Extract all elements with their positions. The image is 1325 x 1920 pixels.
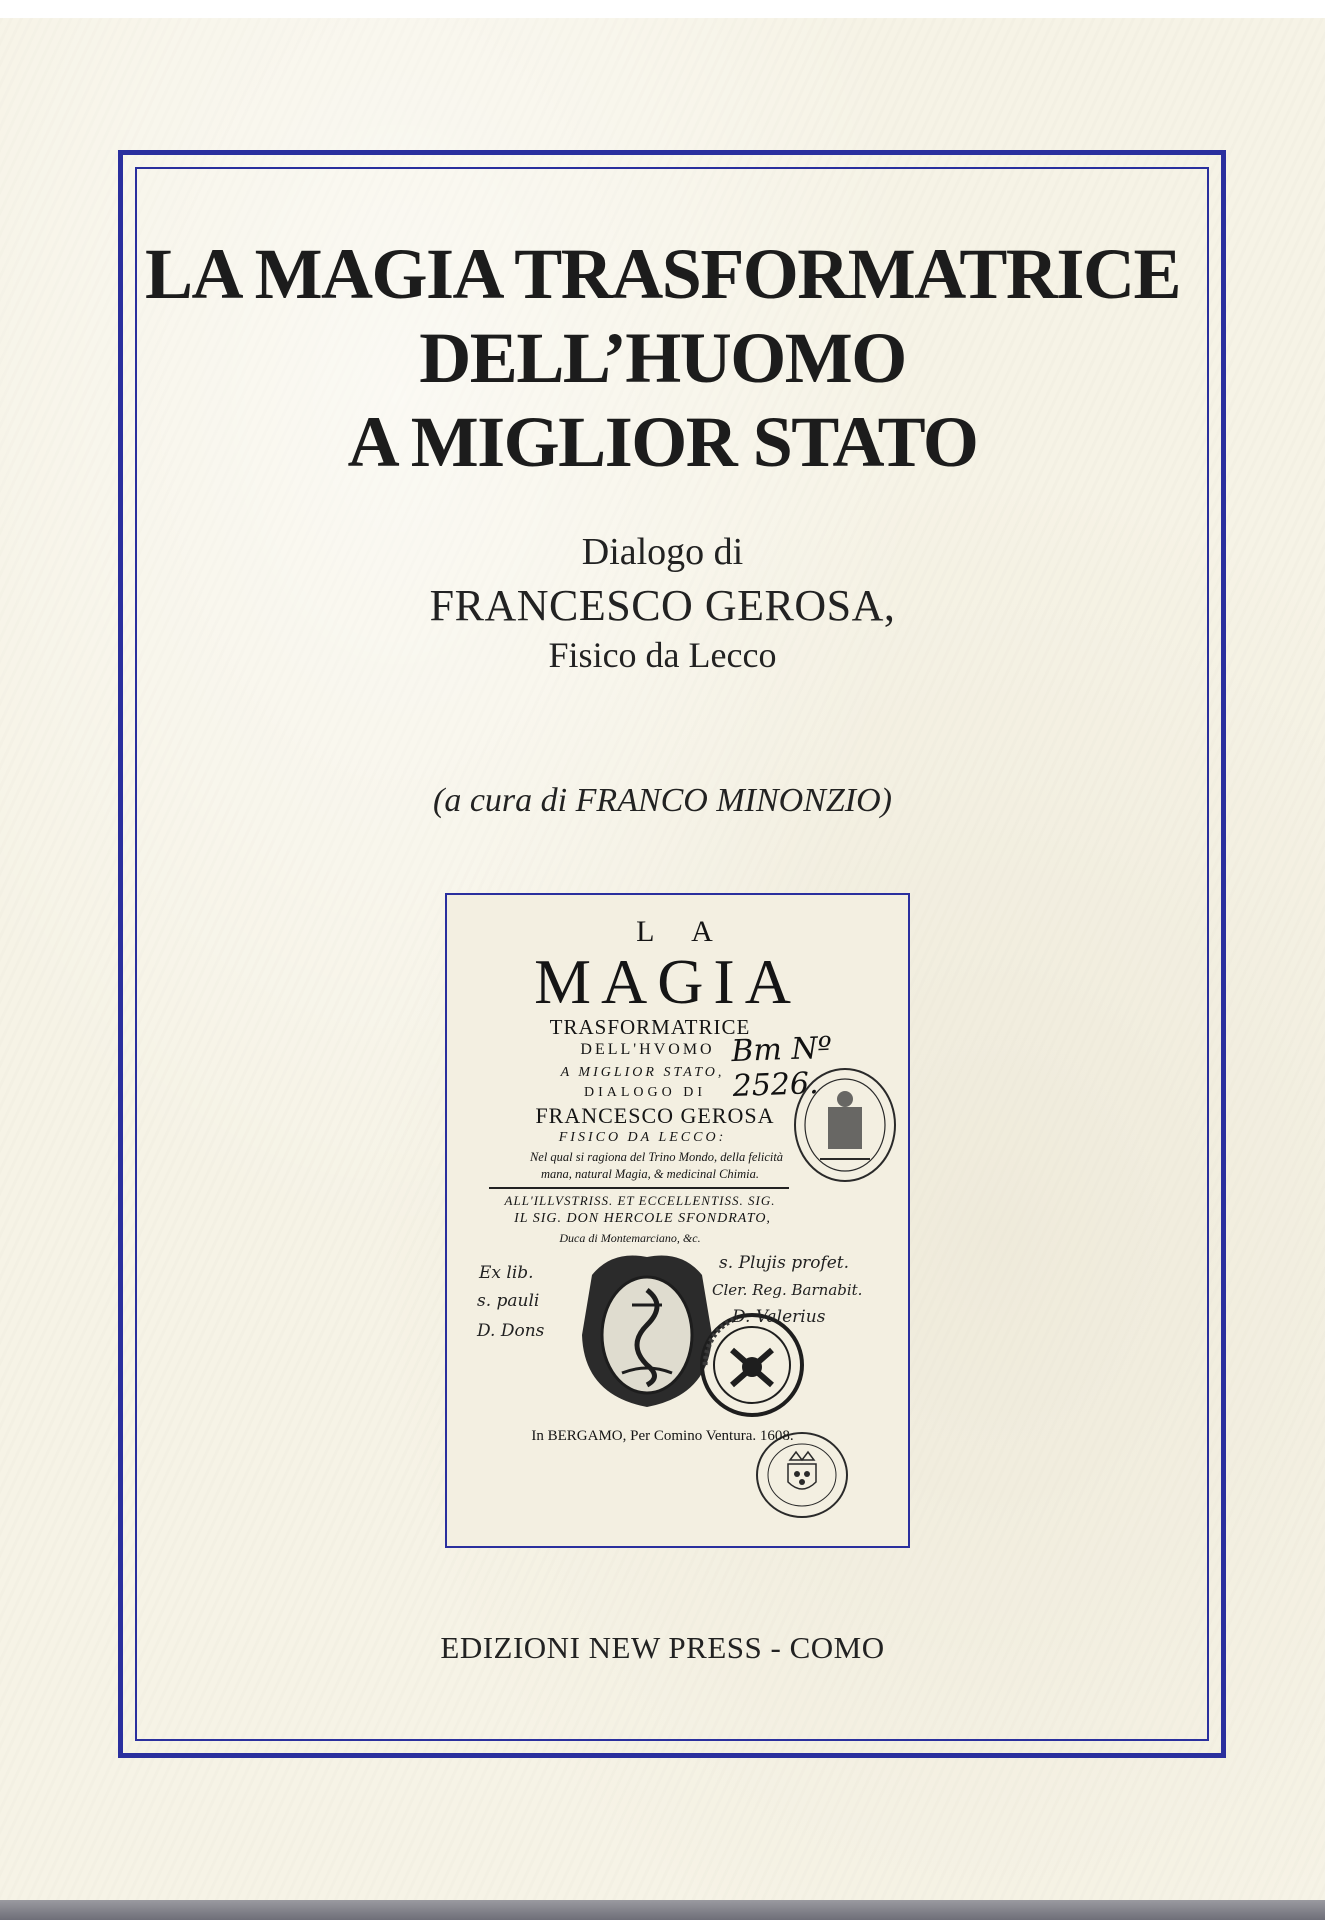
plate-line-author: FRANCESCO GEROSA — [535, 1103, 775, 1128]
author-name: FRANCESCO GEROSA, — [429, 581, 896, 630]
handwriting-5: Cler. Reg. Barnabit. — [712, 1281, 863, 1299]
handwriting-4: s. Plujis profet. — [719, 1253, 850, 1273]
editor-credit: (a cura di FRANCO MINONZIO) — [433, 782, 892, 819]
publisher: EDIZIONI NEW PRESS - COMO — [440, 1630, 885, 1665]
plate-line-magia: MAGIA — [534, 946, 801, 1017]
handwriting-3: D. Dons — [477, 1321, 545, 1341]
handwriting-6: D. Valerius — [732, 1307, 826, 1327]
handwriting-2: s. pauli — [477, 1291, 540, 1311]
plate-line-dedication-2: IL SIG. DON HERCOLE SFONDRATO, — [514, 1211, 771, 1226]
plate-imprint: In BERGAMO, Per Comino Ventura. 1608. — [531, 1428, 794, 1444]
plate-line-fisico: FISICO DA LECCO: — [558, 1130, 727, 1145]
title-line-3: A MIGLIOR STATO — [347, 402, 978, 482]
handwriting-1: Ex lib. — [479, 1263, 534, 1283]
subtitle: Dialogo di — [581, 531, 744, 573]
plate-line-dedication-3: Duca di Montemarciano, &c. — [559, 1231, 701, 1245]
library-stamp-icon — [790, 1063, 900, 1187]
plate-line-la: L A — [636, 915, 729, 948]
scan-edge — [0, 1900, 1325, 1920]
plate-line-dedication-1: ALL'ILLVSTRISS. ET ECCELLENTISS. SIG. — [504, 1193, 776, 1208]
title-line-1: LA MAGIA TRASFORMATRICE — [145, 234, 1180, 314]
plate-line-argument-2: mana, natural Magia, & medicinal Chimia. — [540, 1167, 760, 1181]
title-line-2: DELL’HUOMO — [419, 318, 906, 398]
plate-line-miglior-stato: A MIGLIOR STATO, — [560, 1065, 725, 1080]
frontispiece-plate — [445, 893, 910, 1548]
plate-rule — [489, 1187, 789, 1189]
plate-line-dialogo: DIALOGO DI — [583, 1085, 707, 1100]
plate-line-argument-1: Nel qual si ragiona del Trino Mondo, della felicità — [529, 1150, 784, 1164]
plate-line-huomo: DELL'HVOMO — [580, 1041, 715, 1058]
plate-line-trasformatrice: TRASFORMATRICE — [549, 1015, 751, 1039]
author-description: Fisico da Lecco — [548, 635, 777, 675]
plate-shelfmark: Bm Nº 2526. — [730, 1030, 833, 1105]
